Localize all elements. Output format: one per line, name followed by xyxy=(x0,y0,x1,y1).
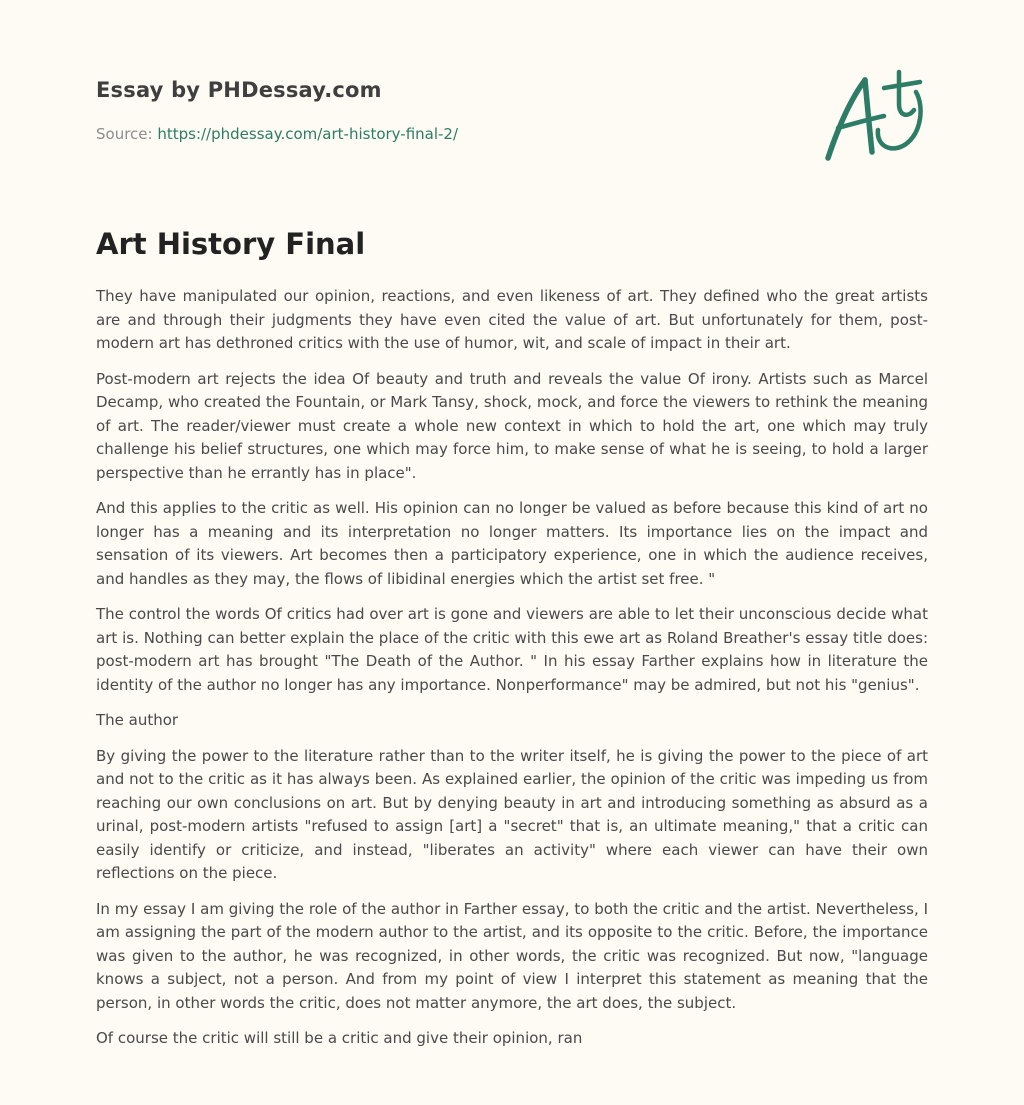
paragraph-7: In my essay I am giving the role of the author in Farther essay, to both the critic and the artist. Nevertheless, I am assigning the part of the modern author to the artist, and its opposite to the critic. Before, the importance was given to the author, he was recognized, in other words, the critic was recognized. But now, "language knows a subject, not a person. And from my point of view I interpret this statement as meaning that the person, in other words the critic, does not matter anymore, the art does, the subject. xyxy=(96,899,928,1012)
paragraph-5: The author xyxy=(96,711,179,729)
logo-a-right-stroke xyxy=(865,80,872,152)
logo-plus-horizontal-stroke xyxy=(884,82,920,88)
source-line xyxy=(96,124,796,144)
logo-plus-vertical-stroke xyxy=(899,72,914,115)
source-link[interactable]: https://phdessay.com/art-history-final-2/ xyxy=(157,125,459,143)
a-plus-logo-graphic xyxy=(822,66,930,166)
paragraph-8: Of course the critic will still be a critic and give their opinion, ran xyxy=(96,1029,583,1047)
paragraph-6: By giving the power to the literature rather than to the writer itself, he is giving the power to the piece of art and not to the critic as it has always been. As explained earlier, the opinion of the critic was impeding us from reaching our own conclusions on art. But by denying beauty in art and introducing something as absurd as a urinal, post-modern artists "refused to assign [art] a "secret" that is, an ultimate meaning," that a critic can easily identify or criticize, and instead, "liberates an activity" where each viewer can have their own reflections on the piece. xyxy=(96,746,928,882)
essay-title: Art History Final xyxy=(96,227,366,261)
essay-header xyxy=(96,76,796,144)
logo-a-left-stroke xyxy=(828,80,865,158)
paragraph-1: They have manipulated our opinion, reactions, and even likeness of art. They defined who the great artists are and through their judgments they have even cited the value of art. But unfortunately for them, post-modern art has dethroned critics with the use of humor, wit, and scale of impact in their art. xyxy=(96,287,928,352)
paragraph-4: The control the words Of critics had over art is gone and viewers are able to let their unconscious decide what art is. Nothing can better explain the place of the critic with this ewe art as Roland Breather's essay title does: post-modern art has brought "The Death of the Author. " In his essay Farther explains how in literature the identity of the author no longer has any importance. Nonperformance" may be admired, but not his "genius". xyxy=(96,605,928,694)
source-label: Source: xyxy=(96,125,158,143)
site-brand: Essay by PHDessay.com xyxy=(96,78,382,102)
paragraph-2: Post-modern art rejects the idea Of beauty and truth and reveals the value Of irony. Artists such as Marcel Decamp, who created the Fountain, or Mark Tansy, shock, mock, and force the viewers to rethink the meaning of art. The reader/viewer must create a whole new context in which to hold the art, one which may truly challenge his belief structures, one which may force him, to make sense of what he is seeing, to hold a larger perspective than he errantly has in place". xyxy=(96,369,928,482)
paragraph-3: And this applies to the critic as well. His opinion can no longer be valued as before because this kind of art no longer has a meaning and its interpretation no longer matters. Its importance lies on the impact and sensation of its viewers. Art becomes then a participatory experience, one in which the audience receives, and handles as they may, the flows of libidinal energies which the artist set free. " xyxy=(96,499,928,588)
a-plus-logo-icon xyxy=(822,66,930,166)
essay-body xyxy=(96,285,928,1063)
